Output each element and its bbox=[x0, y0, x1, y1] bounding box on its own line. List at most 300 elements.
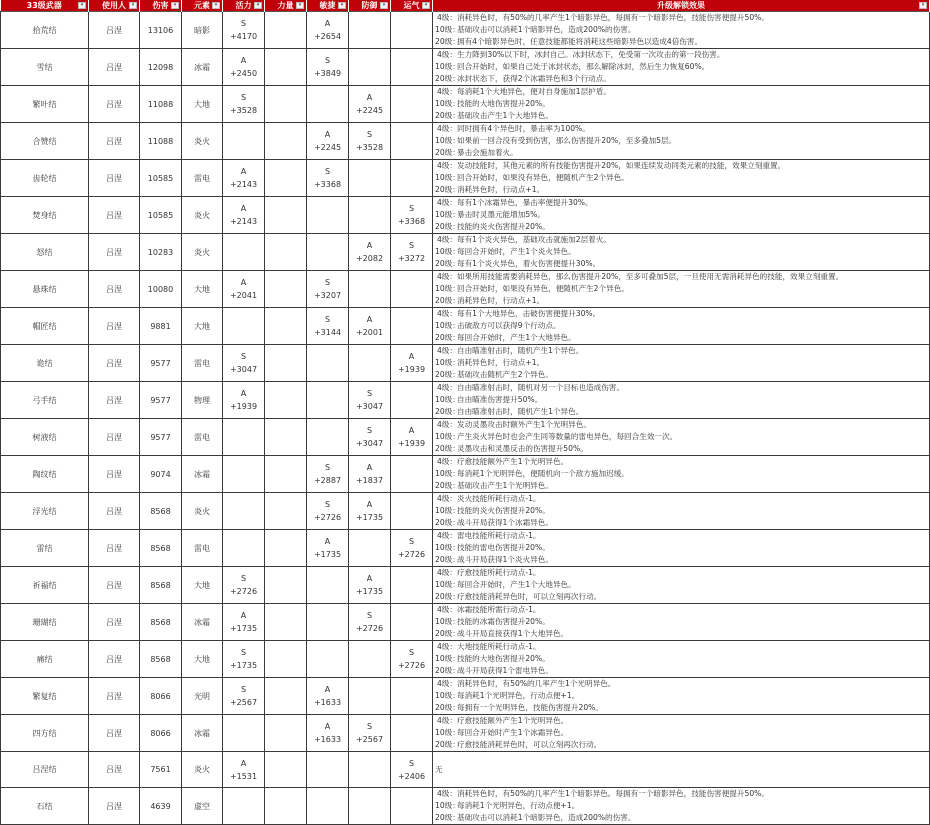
cell-element[interactable]: 暗影 bbox=[182, 12, 223, 49]
cell-agility[interactable] bbox=[307, 49, 349, 86]
effect-text: 每消耗1个光明异色，便随机向一个敌方施加迟缓。 bbox=[457, 469, 629, 478]
cell-weapon-name[interactable]: 悬珠结 bbox=[1, 271, 89, 308]
cell-agility[interactable] bbox=[307, 752, 349, 788]
table-row bbox=[1, 382, 930, 419]
cell-damage[interactable]: 12098 bbox=[140, 49, 182, 86]
effect-level: 10级： bbox=[435, 247, 460, 256]
cell-vitality[interactable] bbox=[223, 604, 265, 641]
cell-upgrade-effect[interactable] bbox=[433, 604, 930, 641]
stat-value: +1735 bbox=[229, 624, 258, 633]
cell-weapon-name[interactable]: 弓手结 bbox=[1, 382, 89, 419]
cell-defense[interactable] bbox=[349, 382, 391, 419]
cell-element[interactable]: 炎火 bbox=[182, 493, 223, 530]
cell-vitality[interactable] bbox=[223, 419, 265, 456]
cell-luck[interactable] bbox=[391, 530, 433, 567]
cell-weapon-name[interactable]: 吕涅结 bbox=[1, 752, 89, 788]
cell-strength[interactable] bbox=[265, 197, 307, 234]
cell-vitality[interactable] bbox=[223, 49, 265, 86]
cell-element[interactable]: 冰霜 bbox=[182, 49, 223, 86]
cell-weapon-name[interactable]: 诡结 bbox=[1, 345, 89, 382]
cell-upgrade-effect[interactable] bbox=[433, 160, 930, 197]
cell-damage[interactable]: 8066 bbox=[140, 678, 182, 715]
cell-upgrade-effect[interactable] bbox=[433, 382, 930, 419]
cell-defense[interactable] bbox=[349, 752, 391, 788]
stat-grade: A bbox=[366, 315, 373, 324]
cell-damage[interactable]: 7561 bbox=[140, 752, 182, 788]
cell-agility[interactable] bbox=[307, 715, 349, 752]
cell-damage[interactable]: 9577 bbox=[140, 345, 182, 382]
effect-level: 4级： bbox=[436, 568, 457, 577]
cell-user[interactable]: 吕涅 bbox=[89, 197, 140, 234]
cell-element[interactable]: 虚空 bbox=[182, 788, 223, 825]
cell-element[interactable]: 炎火 bbox=[182, 234, 223, 271]
cell-upgrade-effect[interactable] bbox=[433, 12, 930, 49]
cell-vitality[interactable] bbox=[223, 123, 265, 160]
cell-luck[interactable] bbox=[391, 49, 433, 86]
table-row bbox=[1, 456, 930, 493]
cell-user[interactable]: 吕涅 bbox=[89, 530, 140, 567]
cell-vitality[interactable] bbox=[223, 788, 265, 825]
cell-defense[interactable] bbox=[349, 456, 391, 493]
cell-user[interactable]: 吕涅 bbox=[89, 567, 140, 604]
effect-line bbox=[435, 209, 929, 221]
effect-text: 发动技能时，其他元素的所有技能伤害提升20%，如果连续发动同类元素的技能，效果立刻重置。 bbox=[457, 161, 786, 170]
table-row bbox=[1, 715, 930, 752]
cell-upgrade-effect[interactable] bbox=[433, 493, 930, 530]
cell-user[interactable]: 吕涅 bbox=[89, 419, 140, 456]
cell-agility[interactable] bbox=[307, 271, 349, 308]
cell-element[interactable]: 物理 bbox=[182, 382, 223, 419]
cell-strength[interactable] bbox=[265, 678, 307, 715]
cell-user[interactable]: 吕涅 bbox=[89, 123, 140, 160]
cell-defense[interactable] bbox=[349, 567, 391, 604]
effect-line bbox=[435, 258, 929, 270]
cell-user[interactable]: 吕涅 bbox=[89, 678, 140, 715]
cell-user[interactable]: 吕涅 bbox=[89, 160, 140, 197]
effect-level: 4级： bbox=[436, 235, 457, 244]
cell-element[interactable]: 光明 bbox=[182, 678, 223, 715]
cell-luck[interactable] bbox=[391, 419, 433, 456]
cell-user[interactable]: 吕涅 bbox=[89, 456, 140, 493]
cell-upgrade-effect[interactable] bbox=[433, 197, 930, 234]
cell-weapon-name[interactable]: 拾荒结 bbox=[1, 12, 89, 49]
cell-agility[interactable] bbox=[307, 493, 349, 530]
cell-element[interactable]: 炎火 bbox=[182, 197, 223, 234]
cell-element[interactable]: 大地 bbox=[182, 86, 223, 123]
cell-vitality[interactable] bbox=[223, 197, 265, 234]
cell-luck[interactable] bbox=[391, 678, 433, 715]
cell-defense[interactable] bbox=[349, 49, 391, 86]
stat-value: +1633 bbox=[313, 698, 342, 707]
cell-defense[interactable] bbox=[349, 197, 391, 234]
effect-text: 自由瞄准射击时，随机产生1个异色。 bbox=[457, 407, 584, 416]
stat-grade: S bbox=[240, 648, 247, 657]
cell-agility[interactable] bbox=[307, 345, 349, 382]
cell-user[interactable]: 吕涅 bbox=[89, 788, 140, 825]
cell-agility[interactable] bbox=[307, 308, 349, 345]
cell-damage[interactable]: 9881 bbox=[140, 308, 182, 345]
cell-upgrade-effect[interactable] bbox=[433, 49, 930, 86]
cell-user[interactable]: 吕涅 bbox=[89, 641, 140, 678]
cell-user[interactable]: 吕涅 bbox=[89, 49, 140, 86]
cell-luck[interactable] bbox=[391, 12, 433, 49]
effect-level: 4级： bbox=[436, 161, 457, 170]
cell-luck[interactable] bbox=[391, 271, 433, 308]
cell-agility[interactable] bbox=[307, 530, 349, 567]
cell-defense[interactable] bbox=[349, 12, 391, 49]
effect-line bbox=[435, 653, 929, 665]
cell-strength[interactable] bbox=[265, 271, 307, 308]
cell-strength[interactable] bbox=[265, 641, 307, 678]
cell-luck[interactable] bbox=[391, 160, 433, 197]
filter-dropdown-icon[interactable]: ▾ bbox=[919, 2, 927, 9]
cell-strength[interactable] bbox=[265, 788, 307, 825]
effect-level: 20级： bbox=[435, 185, 460, 194]
cell-weapon-name[interactable]: 痛结 bbox=[1, 641, 89, 678]
cell-defense[interactable] bbox=[349, 234, 391, 271]
cell-defense[interactable] bbox=[349, 788, 391, 825]
cell-weapon-name[interactable]: 帽匠结 bbox=[1, 308, 89, 345]
cell-upgrade-effect[interactable] bbox=[433, 678, 930, 715]
cell-defense[interactable] bbox=[349, 715, 391, 752]
effect-level: 4级： bbox=[436, 642, 457, 651]
cell-agility[interactable] bbox=[307, 567, 349, 604]
effect-level: 10级： bbox=[435, 580, 460, 589]
cell-damage[interactable]: 9577 bbox=[140, 419, 182, 456]
cell-strength[interactable] bbox=[265, 160, 307, 197]
cell-agility[interactable] bbox=[307, 788, 349, 825]
cell-element[interactable]: 冰霜 bbox=[182, 604, 223, 641]
cell-agility[interactable] bbox=[307, 12, 349, 49]
cell-damage[interactable]: 10585 bbox=[140, 197, 182, 234]
cell-vitality[interactable] bbox=[223, 715, 265, 752]
cell-vitality[interactable] bbox=[223, 493, 265, 530]
effect-line bbox=[435, 431, 929, 443]
table-row bbox=[1, 271, 930, 308]
cell-user[interactable]: 吕涅 bbox=[89, 345, 140, 382]
cell-element[interactable]: 雷电 bbox=[182, 160, 223, 197]
stat-value: +1735 bbox=[355, 513, 384, 522]
filter-dropdown-icon[interactable]: ▾ bbox=[78, 2, 86, 9]
cell-defense[interactable] bbox=[349, 604, 391, 641]
cell-damage[interactable]: 8568 bbox=[140, 604, 182, 641]
effect-line bbox=[435, 419, 929, 431]
stat-grade: S bbox=[240, 574, 247, 583]
cell-strength[interactable] bbox=[265, 530, 307, 567]
cell-weapon-name[interactable]: 繁复结 bbox=[1, 678, 89, 715]
effect-line bbox=[435, 246, 929, 258]
cell-element[interactable]: 大地 bbox=[182, 308, 223, 345]
cell-strength[interactable] bbox=[265, 234, 307, 271]
cell-strength[interactable] bbox=[265, 715, 307, 752]
effect-text: 基础攻击可以消耗1个暗影异色，造成200%的伤害。 bbox=[457, 813, 636, 823]
cell-element[interactable]: 雷电 bbox=[182, 419, 223, 456]
cell-element[interactable]: 冰霜 bbox=[182, 715, 223, 752]
effect-text: 消耗异色时，有50%的几率产生1个光明异色。 bbox=[457, 679, 616, 688]
cell-defense[interactable] bbox=[349, 86, 391, 123]
cell-upgrade-effect[interactable] bbox=[433, 271, 930, 308]
cell-weapon-name[interactable]: 怒结 bbox=[1, 234, 89, 271]
cell-vitality[interactable] bbox=[223, 86, 265, 123]
cell-weapon-name[interactable]: 焚身结 bbox=[1, 197, 89, 234]
effect-text: 每有1个大地异色，击破伤害便提升30%。 bbox=[457, 309, 601, 318]
effect-level: 20级： bbox=[435, 370, 460, 379]
cell-luck[interactable] bbox=[391, 715, 433, 752]
stat-value: +1633 bbox=[313, 735, 342, 744]
cell-upgrade-effect[interactable] bbox=[433, 345, 930, 382]
cell-agility[interactable] bbox=[307, 123, 349, 160]
cell-strength[interactable] bbox=[265, 308, 307, 345]
cell-weapon-name[interactable]: 雪结 bbox=[1, 49, 89, 86]
cell-damage[interactable]: 11088 bbox=[140, 86, 182, 123]
stat-value: +2567 bbox=[355, 735, 384, 744]
effect-text: 疗愈技能额外产生1个光明异色。 bbox=[457, 716, 569, 725]
cell-agility[interactable] bbox=[307, 86, 349, 123]
effect-text: 每回合开始时，产生1个大地异色。 bbox=[457, 580, 576, 589]
cell-user[interactable]: 吕涅 bbox=[89, 382, 140, 419]
cell-defense[interactable] bbox=[349, 678, 391, 715]
effect-level: 4级： bbox=[436, 124, 457, 133]
cell-user[interactable]: 吕涅 bbox=[89, 493, 140, 530]
stat-grade: A bbox=[366, 241, 373, 250]
cell-damage[interactable]: 8568 bbox=[140, 493, 182, 530]
cell-strength[interactable] bbox=[265, 604, 307, 641]
stat-value: +1735 bbox=[229, 661, 258, 670]
filter-dropdown-icon[interactable]: ▾ bbox=[171, 2, 179, 9]
effect-level: 10级： bbox=[435, 99, 460, 108]
cell-strength[interactable] bbox=[265, 493, 307, 530]
cell-weapon-name[interactable]: 珊瑚结 bbox=[1, 604, 89, 641]
cell-upgrade-effect[interactable] bbox=[433, 530, 930, 567]
cell-luck[interactable] bbox=[391, 752, 433, 788]
effect-text: 每有1个冰霜异色，暴击率便提升30%。 bbox=[457, 198, 593, 207]
header-col-element bbox=[182, 0, 223, 12]
effect-level: 20级： bbox=[435, 148, 460, 157]
filter-dropdown-icon[interactable]: ▾ bbox=[254, 2, 262, 9]
cell-luck[interactable] bbox=[391, 604, 433, 641]
cell-weapon-name[interactable]: 陶纹结 bbox=[1, 456, 89, 493]
cell-vitality[interactable] bbox=[223, 234, 265, 271]
cell-damage[interactable]: 8568 bbox=[140, 567, 182, 604]
cell-vitality[interactable] bbox=[223, 160, 265, 197]
cell-weapon-name[interactable]: 祈福结 bbox=[1, 567, 89, 604]
cell-weapon-name[interactable]: 树液结 bbox=[1, 419, 89, 456]
cell-vitality[interactable] bbox=[223, 382, 265, 419]
cell-defense[interactable] bbox=[349, 308, 391, 345]
cell-defense[interactable] bbox=[349, 530, 391, 567]
cell-element[interactable]: 大地 bbox=[182, 271, 223, 308]
cell-weapon-name[interactable]: 繁叶结 bbox=[1, 86, 89, 123]
cell-agility[interactable] bbox=[307, 234, 349, 271]
cell-upgrade-effect[interactable] bbox=[433, 456, 930, 493]
cell-defense[interactable] bbox=[349, 160, 391, 197]
effect-line bbox=[435, 690, 929, 702]
cell-vitality[interactable] bbox=[223, 641, 265, 678]
cell-vitality[interactable] bbox=[223, 752, 265, 788]
cell-weapon-name[interactable]: 齿轮结 bbox=[1, 160, 89, 197]
cell-agility[interactable] bbox=[307, 382, 349, 419]
filter-dropdown-icon[interactable]: ▾ bbox=[212, 2, 220, 9]
cell-element[interactable]: 雷电 bbox=[182, 345, 223, 382]
stat-grade: A bbox=[324, 722, 331, 731]
cell-weapon-name[interactable]: 四方结 bbox=[1, 715, 89, 752]
effect-text: 暴击会施加着火。 bbox=[457, 148, 518, 157]
cell-agility[interactable] bbox=[307, 641, 349, 678]
stat-grade: A bbox=[240, 167, 247, 176]
cell-element[interactable]: 炎火 bbox=[182, 752, 223, 788]
cell-agility[interactable] bbox=[307, 419, 349, 456]
cell-defense[interactable] bbox=[349, 123, 391, 160]
cell-weapon-name[interactable]: 浮光结 bbox=[1, 493, 89, 530]
cell-user[interactable]: 吕涅 bbox=[89, 234, 140, 271]
cell-strength[interactable] bbox=[265, 419, 307, 456]
cell-damage[interactable]: 8568 bbox=[140, 641, 182, 678]
cell-damage[interactable]: 10283 bbox=[140, 234, 182, 271]
cell-strength[interactable] bbox=[265, 123, 307, 160]
effect-level: 10级： bbox=[435, 62, 460, 71]
cell-luck[interactable] bbox=[391, 641, 433, 678]
cell-upgrade-effect[interactable] bbox=[433, 123, 930, 160]
cell-user[interactable]: 吕涅 bbox=[89, 12, 140, 49]
cell-defense[interactable] bbox=[349, 271, 391, 308]
header-col-defense bbox=[349, 0, 391, 12]
cell-vitality[interactable] bbox=[223, 345, 265, 382]
cell-damage[interactable]: 11088 bbox=[140, 123, 182, 160]
cell-agility[interactable] bbox=[307, 160, 349, 197]
filter-dropdown-icon[interactable]: ▾ bbox=[338, 2, 346, 9]
effect-text: 回合开始时，如果没有异色，便随机产生2个异色。 bbox=[457, 284, 629, 293]
effect-text: 技能的大地伤害提升20%。 bbox=[457, 99, 550, 108]
effect-text: 每有1个炎火异色，着火伤害便提升30%。 bbox=[457, 259, 601, 268]
cell-vitality[interactable] bbox=[223, 271, 265, 308]
effect-text: 产生炎火异色时也会产生同等数量的雷电异色，每回合生效一次。 bbox=[457, 432, 678, 441]
effect-level: 10级： bbox=[435, 173, 460, 182]
cell-defense[interactable] bbox=[349, 419, 391, 456]
cell-weapon-name[interactable]: 合赞结 bbox=[1, 123, 89, 160]
cell-luck[interactable] bbox=[391, 123, 433, 160]
cell-upgrade-effect[interactable] bbox=[433, 86, 930, 123]
cell-weapon-name[interactable]: 雷结 bbox=[1, 530, 89, 567]
cell-upgrade-effect[interactable] bbox=[433, 419, 930, 456]
stat-value: +2567 bbox=[229, 698, 258, 707]
cell-damage[interactable]: 10585 bbox=[140, 160, 182, 197]
cell-damage[interactable]: 9577 bbox=[140, 382, 182, 419]
cell-strength[interactable] bbox=[265, 345, 307, 382]
filter-dropdown-icon[interactable]: ▾ bbox=[296, 2, 304, 9]
cell-vitality[interactable] bbox=[223, 567, 265, 604]
cell-luck[interactable] bbox=[391, 788, 433, 825]
cell-defense[interactable] bbox=[349, 641, 391, 678]
stat-value: +1735 bbox=[355, 587, 384, 596]
cell-vitality[interactable] bbox=[223, 530, 265, 567]
cell-user[interactable]: 吕涅 bbox=[89, 604, 140, 641]
cell-defense[interactable] bbox=[349, 493, 391, 530]
effect-level: 4级： bbox=[436, 716, 457, 725]
stat-value: +2406 bbox=[397, 771, 426, 781]
cell-strength[interactable] bbox=[265, 86, 307, 123]
cell-strength[interactable] bbox=[265, 752, 307, 788]
cell-agility[interactable] bbox=[307, 604, 349, 641]
stat-grade: A bbox=[366, 500, 373, 509]
cell-element[interactable]: 大地 bbox=[182, 567, 223, 604]
stat-grade: A bbox=[366, 574, 373, 583]
cell-luck[interactable] bbox=[391, 493, 433, 530]
cell-upgrade-effect[interactable] bbox=[433, 752, 930, 788]
cell-damage[interactable]: 8066 bbox=[140, 715, 182, 752]
cell-strength[interactable] bbox=[265, 12, 307, 49]
effect-level: 20级： bbox=[435, 666, 460, 675]
cell-luck[interactable] bbox=[391, 345, 433, 382]
cell-strength[interactable] bbox=[265, 49, 307, 86]
cell-agility[interactable] bbox=[307, 197, 349, 234]
cell-upgrade-effect[interactable] bbox=[433, 641, 930, 678]
cell-agility[interactable] bbox=[307, 456, 349, 493]
filter-dropdown-icon[interactable]: ▾ bbox=[422, 2, 430, 9]
cell-luck[interactable] bbox=[391, 456, 433, 493]
effect-text: 疗愈技能消耗异色时，可以立刻再次行动。 bbox=[457, 592, 602, 601]
cell-element[interactable]: 雷电 bbox=[182, 530, 223, 567]
effect-line bbox=[435, 788, 929, 800]
cell-weapon-name[interactable]: 石结 bbox=[1, 788, 89, 825]
cell-luck[interactable] bbox=[391, 567, 433, 604]
stat-grade: S bbox=[240, 19, 247, 28]
cell-upgrade-effect[interactable] bbox=[433, 234, 930, 271]
cell-vitality[interactable] bbox=[223, 308, 265, 345]
cell-user[interactable]: 吕涅 bbox=[89, 308, 140, 345]
stat-value: +1735 bbox=[313, 550, 342, 559]
cell-upgrade-effect[interactable] bbox=[433, 715, 930, 752]
cell-user[interactable]: 吕涅 bbox=[89, 752, 140, 788]
cell-element[interactable]: 炎火 bbox=[182, 123, 223, 160]
cell-damage[interactable]: 13106 bbox=[140, 12, 182, 49]
cell-user[interactable]: 吕涅 bbox=[89, 86, 140, 123]
effect-text: 消耗异色时，行动点+1。 bbox=[457, 358, 545, 367]
cell-element[interactable]: 冰霜 bbox=[182, 456, 223, 493]
cell-damage[interactable]: 4639 bbox=[140, 788, 182, 825]
cell-upgrade-effect[interactable] bbox=[433, 788, 930, 825]
effect-level: 20级： bbox=[435, 333, 460, 342]
cell-vitality[interactable] bbox=[223, 12, 265, 49]
cell-upgrade-effect[interactable] bbox=[433, 308, 930, 345]
cell-luck[interactable] bbox=[391, 382, 433, 419]
cell-luck[interactable] bbox=[391, 86, 433, 123]
cell-vitality[interactable] bbox=[223, 678, 265, 715]
cell-damage[interactable]: 8568 bbox=[140, 530, 182, 567]
cell-luck[interactable] bbox=[391, 308, 433, 345]
cell-agility[interactable] bbox=[307, 678, 349, 715]
cell-damage[interactable]: 9074 bbox=[140, 456, 182, 493]
effect-line bbox=[435, 468, 929, 480]
filter-dropdown-icon[interactable]: ▾ bbox=[380, 2, 388, 9]
cell-defense[interactable] bbox=[349, 345, 391, 382]
effect-text: 如果前一回合没有受到伤害，那么伤害提升20%，至多叠加5层。 bbox=[457, 136, 677, 145]
filter-dropdown-icon[interactable]: ▾ bbox=[129, 2, 137, 9]
cell-strength[interactable] bbox=[265, 456, 307, 493]
cell-luck[interactable] bbox=[391, 234, 433, 271]
cell-luck[interactable] bbox=[391, 197, 433, 234]
cell-damage[interactable]: 10080 bbox=[140, 271, 182, 308]
effect-line bbox=[435, 147, 929, 159]
cell-vitality[interactable] bbox=[223, 456, 265, 493]
cell-element[interactable]: 大地 bbox=[182, 641, 223, 678]
cell-user[interactable]: 吕涅 bbox=[89, 715, 140, 752]
cell-strength[interactable] bbox=[265, 382, 307, 419]
table-row bbox=[1, 345, 930, 382]
cell-user[interactable]: 吕涅 bbox=[89, 271, 140, 308]
cell-upgrade-effect[interactable] bbox=[433, 567, 930, 604]
cell-strength[interactable] bbox=[265, 567, 307, 604]
stat-grade: S bbox=[408, 758, 415, 768]
